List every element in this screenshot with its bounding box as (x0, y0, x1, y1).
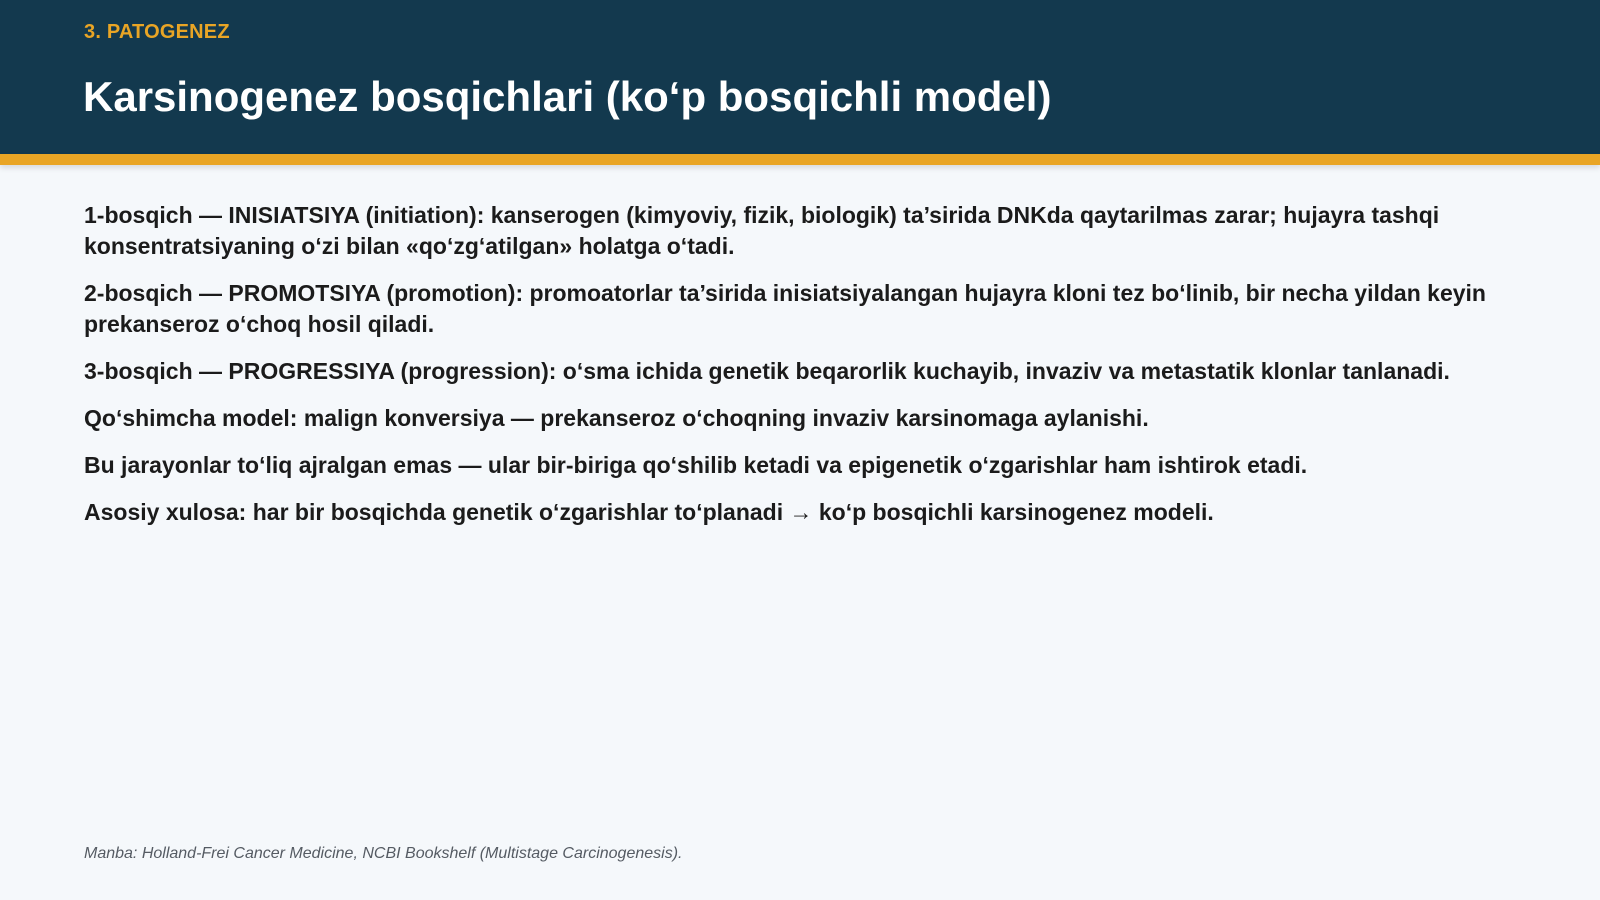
point-overlap-note: Bu jarayonlar to‘liq ajralgan emas — ular bir-biriga qo‘shilib ketadi va epigenetik o‘zgarishlar ham ishtirok etadi. (84, 452, 1308, 478)
slide-header (0, 0, 1600, 154)
point-stage-3: 3-bosqich — PROGRESSIYA (progression): o‘sma ichida genetik beqarorlik kuchayib, invaziv va metastatik klonlar tanlanadi. (84, 358, 1450, 384)
point-stage-1: 1-bosqich — INISIATSIYA (initiation): kanserogen (kimyoviy, fizik, biologik) ta’sirida DNKda qaytarilmas zarar; hujayra tashqi konsentratsiyaning o‘zi bilan «qo‘zg‘atilgan» holatga o‘tadi. (84, 202, 1440, 259)
point-additional-model: Qo‘shimcha model: malign konversiya — prekanseroz o‘choqning invaziv karsinomaga aylanishi. (84, 405, 1149, 431)
source-citation: Manba: Holland-Frei Cancer Medicine, NCBI Bookshelf (Multistage Carcinogenesis). (84, 845, 683, 862)
point-conclusion: Asosiy xulosa: har bir bosqichda genetik o‘zgarishlar to‘planadi → ko‘p bosqichli karsinogenez modeli. (84, 499, 1214, 525)
point-stage-2: 2-bosqich — PROMOTSIYA (promotion): promoatorlar ta’sirida inisiatsiyalangan hujayra kloni tez bo‘linib, bir necha yildan keyin prekanseroz o‘choq hosil qiladi. (84, 280, 1486, 337)
slide-title: Karsinogenez bosqichlari (ko‘p bosqichli model) (83, 73, 1052, 120)
section-label: 3. PATOGENEZ (84, 21, 230, 43)
accent-divider (0, 154, 1600, 165)
content-body (84, 200, 1504, 544)
